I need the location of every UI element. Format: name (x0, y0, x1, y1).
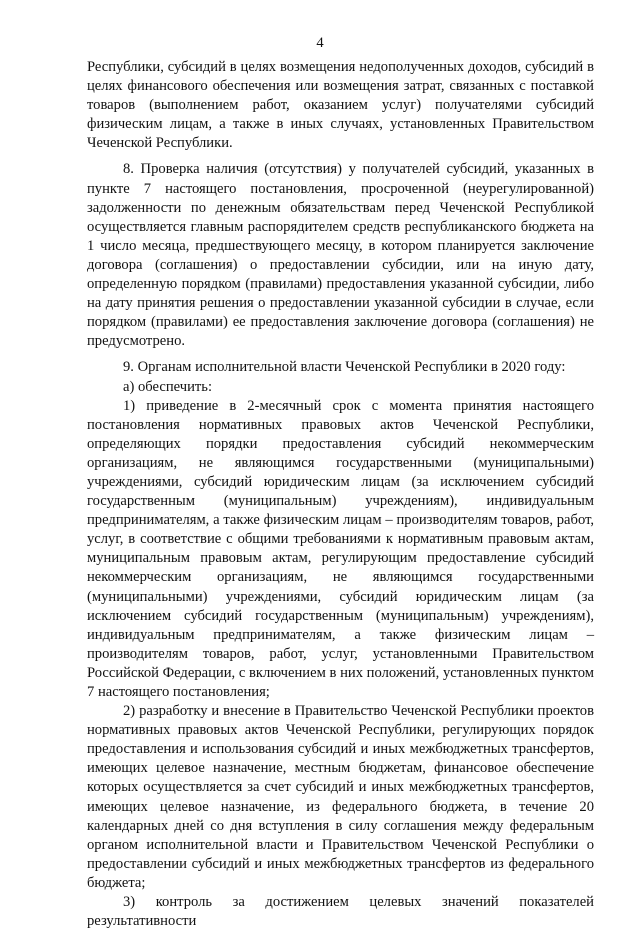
paragraph-item-9a: а) обеспечить: (123, 378, 212, 395)
document-body (87, 58, 594, 931)
page-number: 4 (316, 35, 324, 51)
paragraph-item-9a-3: 3) контроль за достижением целевых значений показателей результативности (87, 894, 594, 930)
paragraph-continuation: Республики, субсидий в целях возмещения недополученных доходов, субсидий в целях финансового обеспечения или возмещения затрат, связанных с поставкой товаров (выполнением работ, оказанием услуг) получателями субсидий физическим лицам, а также в иных случаях, установленных Правительством Чеченской Республики. (87, 59, 594, 152)
paragraph-item-9a-2: 2) разработку и внесение в Правительство Чеченской Республики проектов нормативных правовых актов Чеченской Республики, регулирующих порядок предоставления и использования субсидий и иных межбюджетных трансфертов, имеющих целевое назначение, местным бюджетам, финансовое обеспечение которых осуществляется за счет субсидий и иных межбюджетных трансфертов, имеющих целевое назначение, из федерального бюджета, в течение 20 календарных дней со дня вступления в силу соглашения между федеральным органом исполнительной власти и Правительством Чеченской Республики о предоставлении субсидий и иных межбюджетных трансфертов из федерального бюджета; (87, 703, 594, 891)
paragraph-item-8: 8. Проверка наличия (отсутствия) у получателей субсидий, указанных в пункте 7 настоящего постановления, просроченной (неурегулированной) задолженности по денежным обязательствам перед Чеченской Республикой осуществляется главным распорядителем средств республиканского бюджета на 1 число месяца, предшествующего месяцу, в котором планируется заключение договора (соглашения) о предоставлении субсидии, или на иную дату, определенную порядком (правилами) предоставления указанной субсидии, либо на дату принятия решения о предоставлении указанной субсидии в случае, если порядком (правилами) ее предоставления заключение договора (соглашения) не предусмотрено. (87, 161, 594, 350)
paragraph-item-9a-1: 1) приведение в 2-месячный срок с момента принятия настоящего постановления нормативных правовых актов Чеченской Республики, определяющих порядки предоставления субсидий некоммерческим организациям, не являющимся государственными (муниципальными) учреждениями, субсидий юридическим лицам (за исключением субсидий государственным (муниципальным) учреждениям), индивидуальным предпринимателям, а также физическим лицам – производителям товаров, работ, услуг, в соответствие с общими требованиями к нормативным правовым актам, муниципальным правовым актам, регулирующим предоставление субсидий некоммерческим организациям, не являющимся государственными (муниципальными) учреждениями, субсидий юридическим лицам (за исключением субсидий государственным (муниципальным) учреждениям), индивидуальным предпринимателям, а также физическим лицам – производителям товаров, работ, услуг, установленными Правительством Российской Федерации, с включением в них положений, установленных пунктом 7 настоящего постановления; (87, 397, 594, 700)
paragraph-item-9: 9. Органам исполнительной власти Чеченской Республики в 2020 году: (123, 359, 566, 376)
